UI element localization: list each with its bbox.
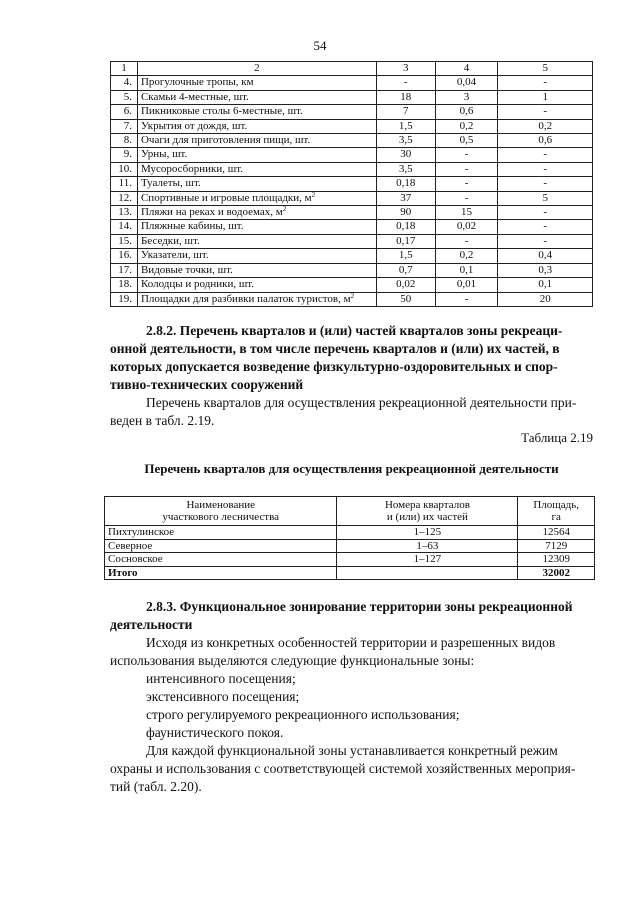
value-col-4: - (435, 292, 498, 306)
value-col-3: 1,5 (376, 249, 435, 263)
quarter-numbers: 1–63 (337, 539, 518, 553)
facility-label: Прогулочные тропы, км (140, 76, 254, 89)
value-col-4: - (435, 177, 498, 191)
header-line: Номера кварталов (384, 499, 470, 511)
value-col-5: 0,6 (498, 134, 593, 148)
section-2-8-3-intro (110, 634, 593, 670)
facility-name (137, 148, 376, 162)
facility-name (137, 249, 376, 263)
value-col-5: - (498, 220, 593, 234)
table-row (111, 206, 593, 220)
page-number: 54 (313, 38, 327, 53)
col-header-4: 4 (435, 62, 498, 76)
row-number: 5. (111, 90, 138, 104)
col-header-quarters (337, 497, 518, 526)
table-row (105, 526, 595, 540)
facility-name (137, 220, 376, 234)
facility-name (137, 263, 376, 277)
value-col-5: - (498, 206, 593, 220)
total-label: Итого (105, 566, 337, 580)
facility-name (137, 90, 376, 104)
facility-label: Беседки, шт. (140, 234, 200, 247)
value-col-3: 7 (376, 105, 435, 119)
value-col-3: - (376, 76, 435, 90)
table-title: Перечень кварталов для осуществления рекреационной деятельности (144, 461, 559, 476)
table-row (111, 249, 593, 263)
value-col-4: - (435, 148, 498, 162)
facility-label: Урны, шт. (140, 148, 188, 161)
row-number: 11. (111, 177, 138, 191)
value-col-3: 0,18 (376, 177, 435, 191)
row-number: 7. (111, 119, 138, 133)
forestry-name: Северное (105, 539, 337, 553)
value-col-3: 90 (376, 206, 435, 220)
section-2-8-2-heading (110, 322, 593, 394)
body-line: веден в табл. 2.19. (110, 413, 215, 428)
table-caption: Таблица 2.19 (521, 430, 593, 445)
row-number: 18. (111, 278, 138, 292)
total-area: 32002 (518, 566, 595, 580)
section-2-8-3-closing (110, 742, 593, 796)
body-line: Исходя из конкретных особенностей территории и разрешенных видов (146, 635, 556, 650)
row-number: 17. (111, 263, 138, 277)
facility-label: Видовые точки, шт. (140, 263, 233, 276)
facility-label: Мусоросборники, шт. (140, 162, 243, 175)
value-col-3: 37 (376, 191, 435, 205)
value-col-4: 0,02 (435, 220, 498, 234)
heading-line: онной деятельности, в том числе перечень кварталов и (или) их частей, в (110, 341, 560, 356)
forestry-name: Сосновское (105, 553, 337, 567)
col-header-3: 3 (376, 62, 435, 76)
value-col-5: 0,3 (498, 263, 593, 277)
table-header-row (105, 497, 595, 526)
header-line: Наименование (186, 499, 255, 511)
value-col-4: 0,5 (435, 134, 498, 148)
area-value: 12564 (518, 526, 595, 540)
table-row (105, 539, 595, 553)
value-col-5: - (498, 162, 593, 176)
quarters-table (104, 496, 595, 580)
row-number: 6. (111, 105, 138, 119)
unit-superscript: 2 (350, 291, 355, 300)
value-col-5: 5 (498, 191, 593, 205)
row-number: 8. (111, 134, 138, 148)
body-line: Перечень кварталов для осуществления рекреационной деятельности при- (146, 395, 577, 410)
value-col-4: 0,2 (435, 119, 498, 133)
header-line: участкового лесничества (162, 511, 280, 523)
table-row (111, 76, 593, 90)
table-row (105, 553, 595, 567)
value-col-3: 0,02 (376, 278, 435, 292)
section-2-8-2-body (110, 394, 593, 430)
row-number: 4. (111, 76, 138, 90)
facility-name (137, 134, 376, 148)
facility-label: Скамьи 4-местные, шт. (140, 90, 249, 103)
quarter-numbers: 1–127 (337, 553, 518, 567)
section-2-8-3-heading (110, 598, 593, 634)
value-col-4: - (435, 234, 498, 248)
value-col-5: 20 (498, 292, 593, 306)
quarter-numbers: 1–125 (337, 526, 518, 540)
table-header-row (111, 62, 593, 76)
value-col-3: 30 (376, 148, 435, 162)
body-line: использования выделяются следующие функциональные зоны: (110, 653, 475, 668)
value-col-3: 50 (376, 292, 435, 306)
value-col-5: - (498, 105, 593, 119)
value-col-5: - (498, 177, 593, 191)
value-col-3: 3,5 (376, 134, 435, 148)
table-row (111, 191, 593, 205)
facility-name (137, 206, 376, 220)
table-row (111, 134, 593, 148)
table-row (111, 90, 593, 104)
row-number: 10. (111, 162, 138, 176)
value-col-3: 3,5 (376, 162, 435, 176)
value-col-4: 3 (435, 90, 498, 104)
value-col-5: 0,2 (498, 119, 593, 133)
table-row (111, 162, 593, 176)
unit-superscript: 2 (311, 190, 316, 199)
table-row (111, 278, 593, 292)
facility-name (137, 177, 376, 191)
facility-label: Площадки для разбивки палаток туристов, м (140, 292, 351, 305)
unit-superscript: 2 (282, 205, 287, 214)
heading-line: тивно-технических сооружений (110, 377, 304, 392)
value-col-4: 0,2 (435, 249, 498, 263)
value-col-4: 0,01 (435, 278, 498, 292)
value-col-5: 0,1 (498, 278, 593, 292)
facility-name (137, 191, 376, 205)
facility-label: Пикниковые столы 6-местные, шт. (140, 105, 303, 118)
facility-label: Пляжи на реках и водоемах, м (140, 206, 283, 219)
facility-name (137, 234, 376, 248)
row-number: 15. (111, 234, 138, 248)
header-line: и (или) их частей (386, 511, 468, 523)
table-row (111, 263, 593, 277)
value-col-4: - (435, 191, 498, 205)
value-col-3: 18 (376, 90, 435, 104)
row-number: 14. (111, 220, 138, 234)
zone-item: экстенсивного посещения; (146, 689, 300, 704)
table-row (111, 148, 593, 162)
body-line: тий (табл. 2.20). (110, 779, 202, 794)
facility-label: Очаги для приготовления пищи, шт. (140, 134, 311, 147)
area-value: 12309 (518, 553, 595, 567)
value-col-4: 0,6 (435, 105, 498, 119)
header-line: Площадь, (533, 499, 580, 511)
facility-name (137, 162, 376, 176)
row-number: 13. (111, 206, 138, 220)
facility-label: Спортивные и игровые площадки, м (140, 191, 312, 204)
value-col-3: 1,5 (376, 119, 435, 133)
zone-item: фаунистического покоя. (146, 725, 284, 740)
value-col-5: - (498, 76, 593, 90)
facility-name (137, 119, 376, 133)
value-col-3: 0,17 (376, 234, 435, 248)
col-header-2: 2 (137, 62, 376, 76)
col-header-area (518, 497, 595, 526)
facility-label: Туалеты, шт. (140, 177, 201, 190)
facility-label: Пляжные кабины, шт. (140, 220, 244, 233)
row-number: 19. (111, 292, 138, 306)
area-value: 7129 (518, 539, 595, 553)
row-number: 12. (111, 191, 138, 205)
value-col-5: - (498, 148, 593, 162)
facilities-table (110, 61, 593, 307)
forestry-name: Пихтулинское (105, 526, 337, 540)
facility-label: Колодцы и родники, шт. (140, 278, 255, 291)
facility-name (137, 292, 376, 306)
value-col-4: 0,04 (435, 76, 498, 90)
facility-label: Укрытия от дождя, шт. (140, 119, 248, 132)
heading-line: 2.8.2. Перечень кварталов и (или) частей кварталов зоны рекреаци- (146, 323, 563, 338)
table-row (111, 177, 593, 191)
value-col-3: 0,7 (376, 263, 435, 277)
body-line: охраны и использования с соответствующей системой хозяйственных мероприя- (110, 761, 576, 776)
table-row (111, 119, 593, 133)
value-col-5: 1 (498, 90, 593, 104)
heading-line: 2.8.3. Функциональное зонирование территории зоны рекреационной (146, 599, 573, 614)
body-line: Для каждой функциональной зоны устанавливается конкретный режим (146, 743, 558, 758)
total-quarters (337, 566, 518, 580)
value-col-5: 0,4 (498, 249, 593, 263)
facility-name (137, 76, 376, 90)
heading-line: которых допускается возведение физкультурно-оздоровительных и спор- (110, 359, 558, 374)
value-col-5: - (498, 234, 593, 248)
value-col-4: 0,1 (435, 263, 498, 277)
table-row (111, 234, 593, 248)
header-line: га (551, 511, 561, 523)
value-col-4: 15 (435, 206, 498, 220)
facility-name (137, 278, 376, 292)
total-row (105, 566, 595, 580)
col-header-1: 1 (111, 62, 138, 76)
table-row (111, 220, 593, 234)
col-header-forestry (105, 497, 337, 526)
heading-line: деятельности (110, 617, 193, 632)
table-row (111, 105, 593, 119)
value-col-4: - (435, 162, 498, 176)
row-number: 9. (111, 148, 138, 162)
col-header-5: 5 (498, 62, 593, 76)
row-number: 16. (111, 249, 138, 263)
facility-label: Указатели, шт. (140, 249, 209, 262)
value-col-3: 0,18 (376, 220, 435, 234)
table-row (111, 292, 593, 306)
zone-item: строго регулируемого рекреационного использования; (146, 707, 460, 722)
zone-item: интенсивного посещения; (146, 671, 296, 686)
facility-name (137, 105, 376, 119)
